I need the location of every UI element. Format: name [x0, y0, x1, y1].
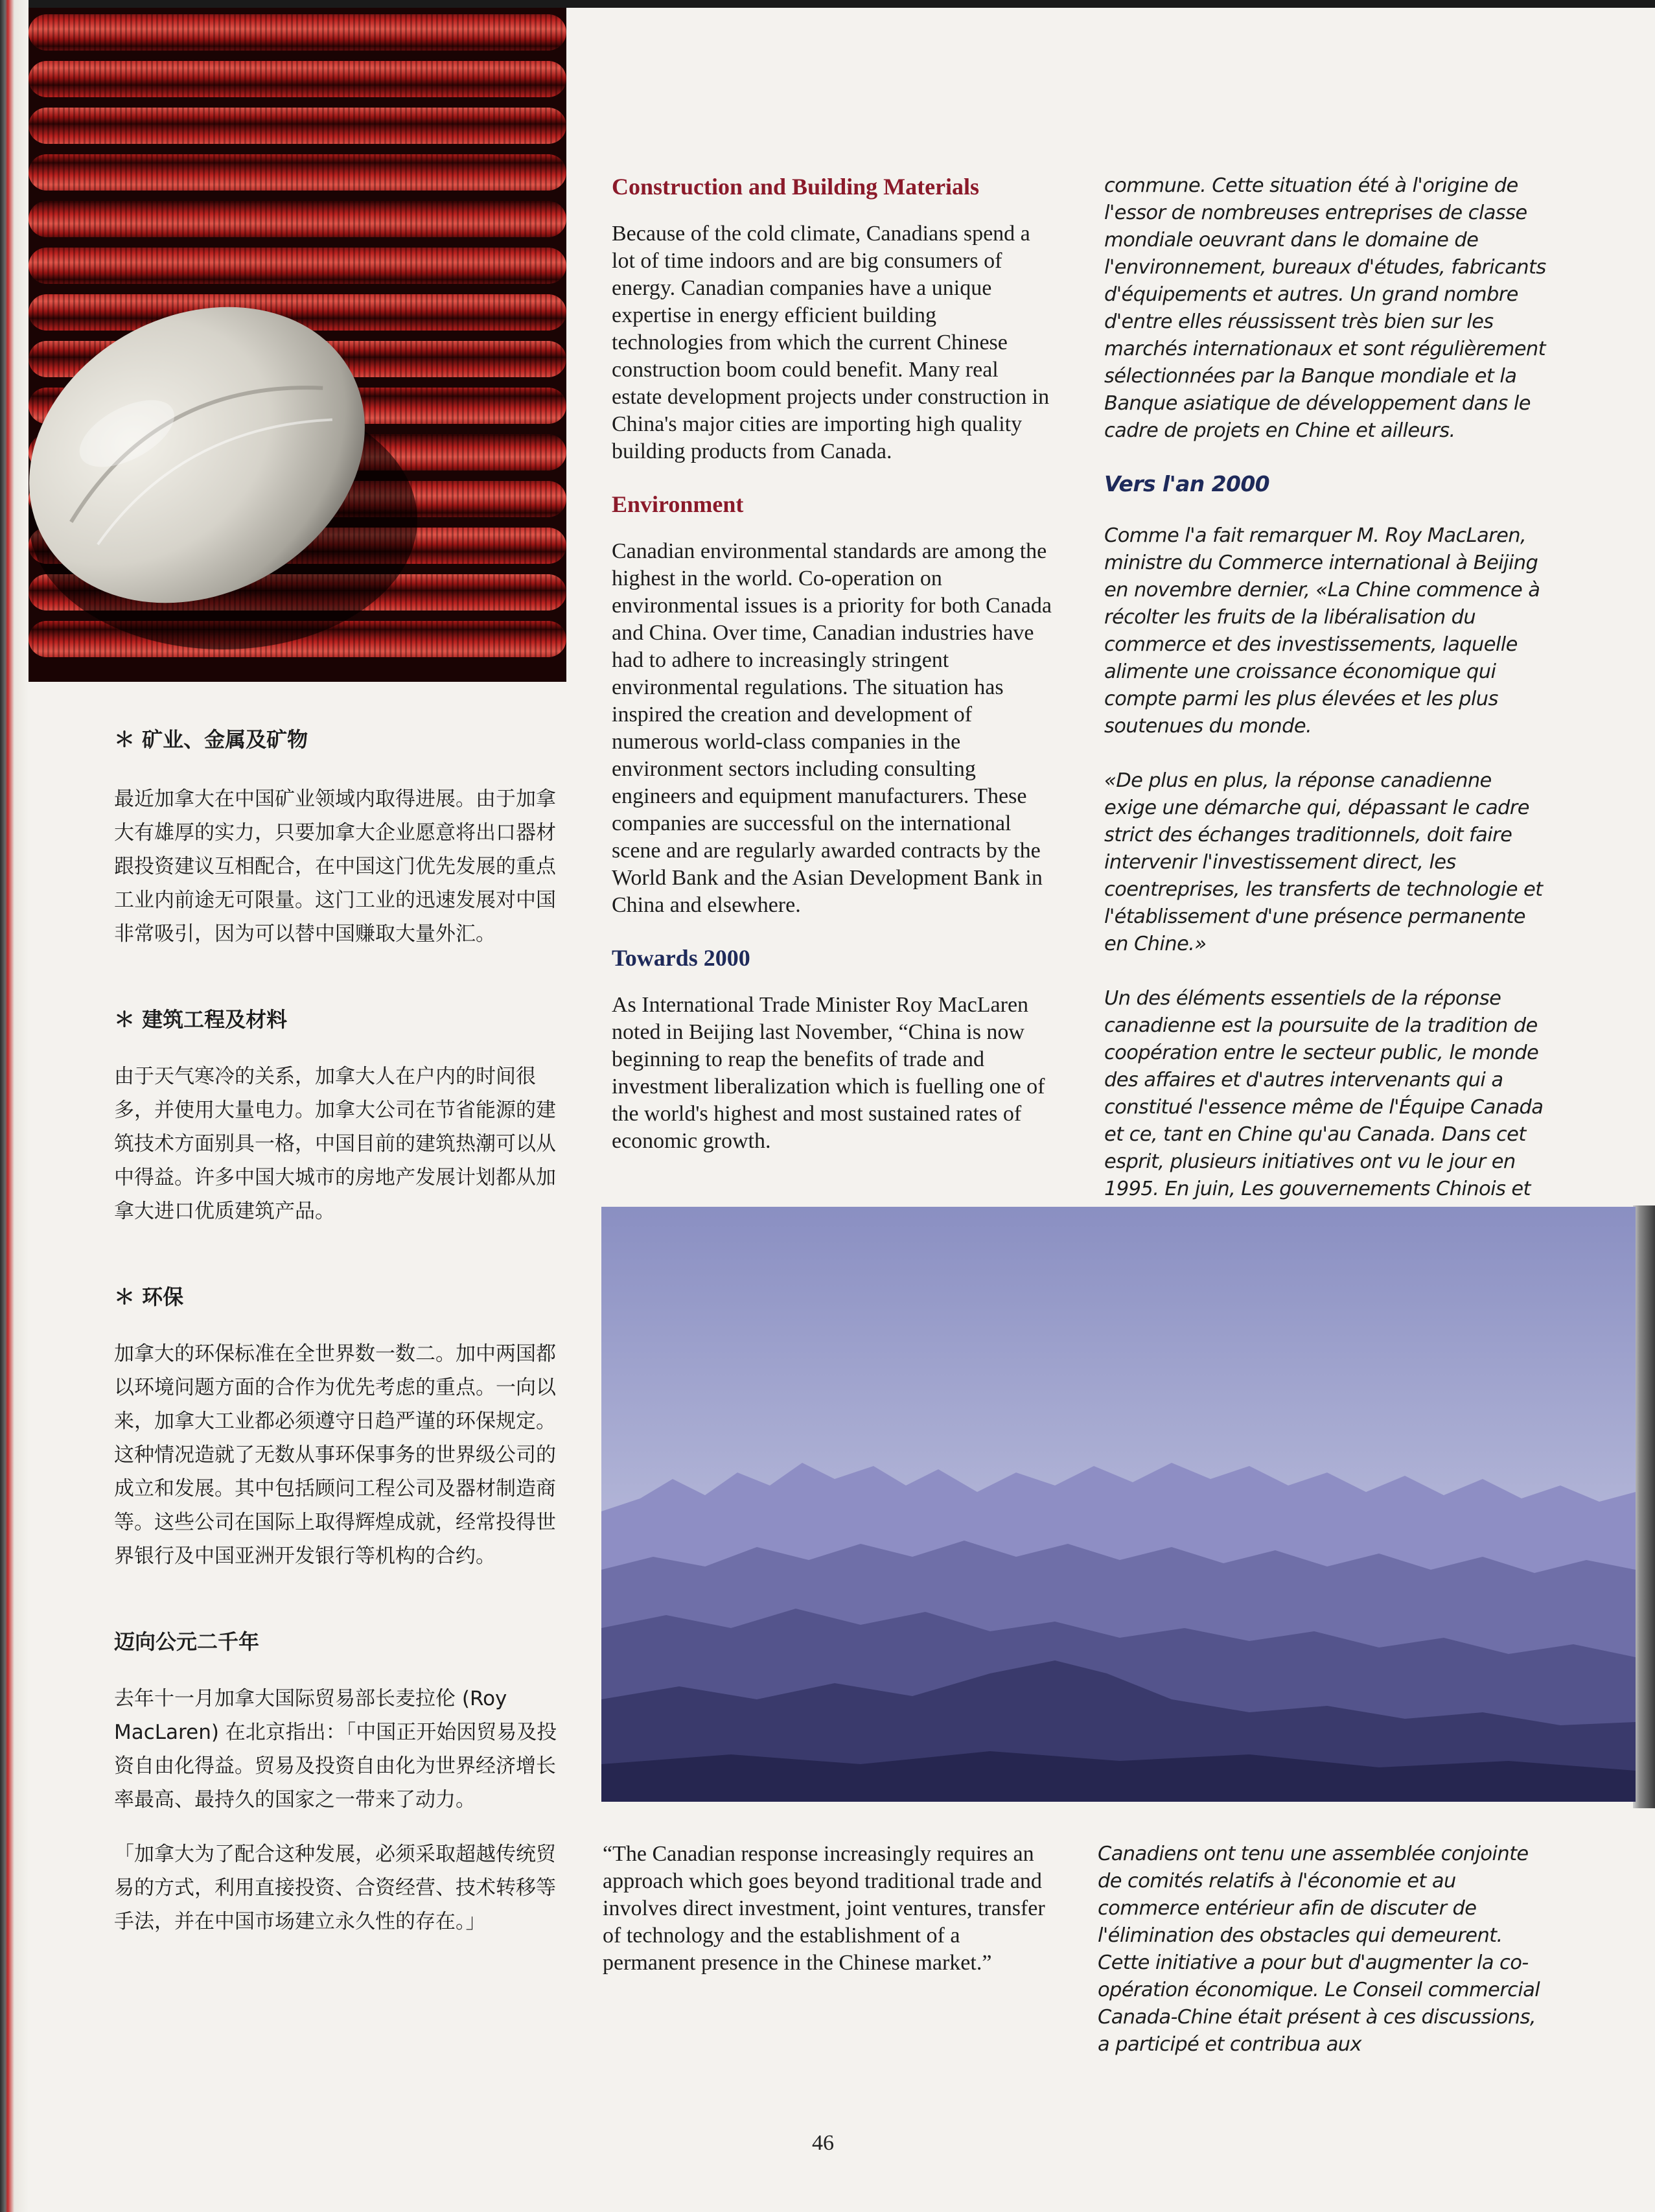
french-para-5: Canadiens ont tenu une assemblée conjointe de comités relatifs à l'économie et au commerce entérieur afin de discuter de l'élimination des obstacles qui demeurent. Cette initiative a pour but d'augmenter la co-opération économique. Le Conseil commercial Canada-Chine était présent à ces discussions, a participé et contribua aux — [1098, 1843, 1540, 2056]
french-para-2: Comme l'a fait remarquer M. Roy MacLaren, ministre du Commerce international à Beijing en novembre dernier, «La Chine commence à récolter les fruits de la libéralisation du commerce et des investissements, laquelle alimente une croissance économique qui compte parmi les plus élevées et les plus soutenues du monde. — [1104, 524, 1540, 738]
french-heading: Vers l'an 2000 — [1104, 471, 1270, 496]
hardhat-photo — [29, 8, 566, 682]
english-quote-below: “The Canadian response increasingly requires an approach which goes beyond traditional trade and involves direct investment, joint ventures, transfer of technology and the establishment of a permanent presence in the Chinese market.” — [603, 1842, 1045, 1975]
english-construction-body: Because of the cold climate, Canadians spend a lot of time indoors and are big consumers of energy. Canadian companies have a unique expertise in energy efficient building technologies from which the current Chinese construction boom could benefit. Many real estate development projects under construction in China's major cities are importing high quality building products from Canada. — [612, 222, 1050, 463]
mountains-photo — [601, 1207, 1636, 1802]
chinese-construction-heading: ＊ 建筑工程及材料 — [114, 1007, 288, 1032]
english-quote-column — [603, 1841, 1050, 1977]
chinese-construction-body: 由于天气寒冷的关系，加拿大人在户内的时间很多，并使用大量电力。加拿大公司在节省能源的建筑技术方面别具一格，中国目前的建筑热潮可以从中得益。许多中国大城市的房地产发展计划都从加拿大进口优质建筑产品。 — [114, 1065, 556, 1223]
english-column — [612, 172, 1052, 1155]
chinese-year2000-body: 去年十一月加拿大国际贸易部长麦拉伦 (Roy MacLaren) 在北京指出：「中国正开始因贸易及投资自由化得益。贸易及投资自由化为世界经济增长率最高、最持久的国家之一带来了动力。 — [114, 1687, 557, 1811]
chinese-year2000-heading: 迈向公元二千年 — [114, 1629, 260, 1654]
scan-edge-left — [0, 0, 29, 2212]
chinese-environment-heading: ＊ 环保 — [114, 1285, 184, 1309]
french-para-4: Un des éléments essentiels de la réponse canadienne est la poursuite de la tradition de coopération entre le secteur public, le monde des affaires et d'autres intervenants qui a constitué l'essence même de l'Équipe Canada et ce, tant en Chine qu'au Canada. Dans cet esprit, plusieurs initiatives ont vu le jour en 1995. En juin, Les gouvernements Chinois et — [1104, 987, 1544, 1200]
scan-edge-top — [0, 0, 1655, 8]
chinese-year2000-quote: 「加拿大为了配合这种发展，必须采取超越传统贸易的方式，利用直接投资、合资经营、技术转移等手法，并在中国市场建立永久性的存在。」 — [114, 1843, 556, 1933]
french-para-3: «De plus en plus, la réponse canadienne exige une démarche qui, dépassant le cadre strict des échanges traditionnels, doit faire intervenir l'investissement direct, les coentreprises, les transferts de technologie et l'établissement d'une présence permanente en Chine.» — [1104, 769, 1543, 955]
chinese-column — [114, 723, 561, 1938]
french-continuation-column — [1098, 1841, 1551, 2058]
english-towards-body: As International Trade Minister Roy MacLaren noted in Beijing last November, “China is now beginning to reap the benefits of trade and investment liberalization which is fuelling one of the world's highest and most sustained rates of economic growth. — [612, 993, 1045, 1153]
chinese-environment-body: 加拿大的环保标准在全世界数一数二。加中两国都以环境问题方面的合作为优先考虑的重点。一向以来，加拿大工业都必须遵守日趋严谨的环保规定。这种情况造就了无数从事环保事务的世界级公司的成立和发展。其中包括顾问工程公司及器材制造商等。这些公司在国际上取得辉煌成就，经常投得世界银行及中国亚洲开发银行等机构的合约。 — [114, 1342, 556, 1568]
scan-edge-right — [1633, 1205, 1655, 1808]
english-environment-heading: Environment — [612, 491, 744, 517]
english-environment-body: Canadian environmental standards are among the highest in the world. Co-operation on environmental issues is a priority for both Canada and China. Over time, Canadian industries have had to adhere to increasingly stringent environmental regulations. The situation has inspired the creation and development of numerous world-class companies in the environment sectors including consulting engineers and equipment manufacturers. These companies are successful on the international scene and are regularly awarded contracts by the World Bank and the Asian Development Bank in China and elsewhere. — [612, 539, 1052, 917]
chinese-mining-heading: ＊ 矿业、金属及矿物 — [114, 727, 308, 752]
french-column — [1104, 172, 1548, 1203]
page-number: 46 — [812, 2131, 834, 2155]
chinese-mining-body: 最近加拿大在中国矿业领域内取得进展。由于加拿大有雄厚的实力，只要加拿大企业愿意将出口器材跟投资建议互相配合，在中国这门优先发展的重点工业内前途无可限量。这门工业的迅速发展对中国非常吸引，因为可以替中国赚取大量外汇。 — [114, 787, 556, 946]
english-construction-heading: Construction and Building Materials — [612, 174, 980, 200]
french-para-1: commune. Cette situation été à l'origine de l'essor de nombreuses entreprises de classe mondiale oeuvrant dans le domaine de l'environnement, bureaux d'études, fabricants d'équipements et autres. Un grand nombre d'entre elles réussissent très bien sur les marchés internationaux et sont régulièrement sélectionnées par la Banque mondiale et la Banque asiatique de développement dans le cadre de projets en Chine et ailleurs. — [1104, 174, 1546, 442]
english-towards-heading: Towards 2000 — [612, 945, 750, 971]
